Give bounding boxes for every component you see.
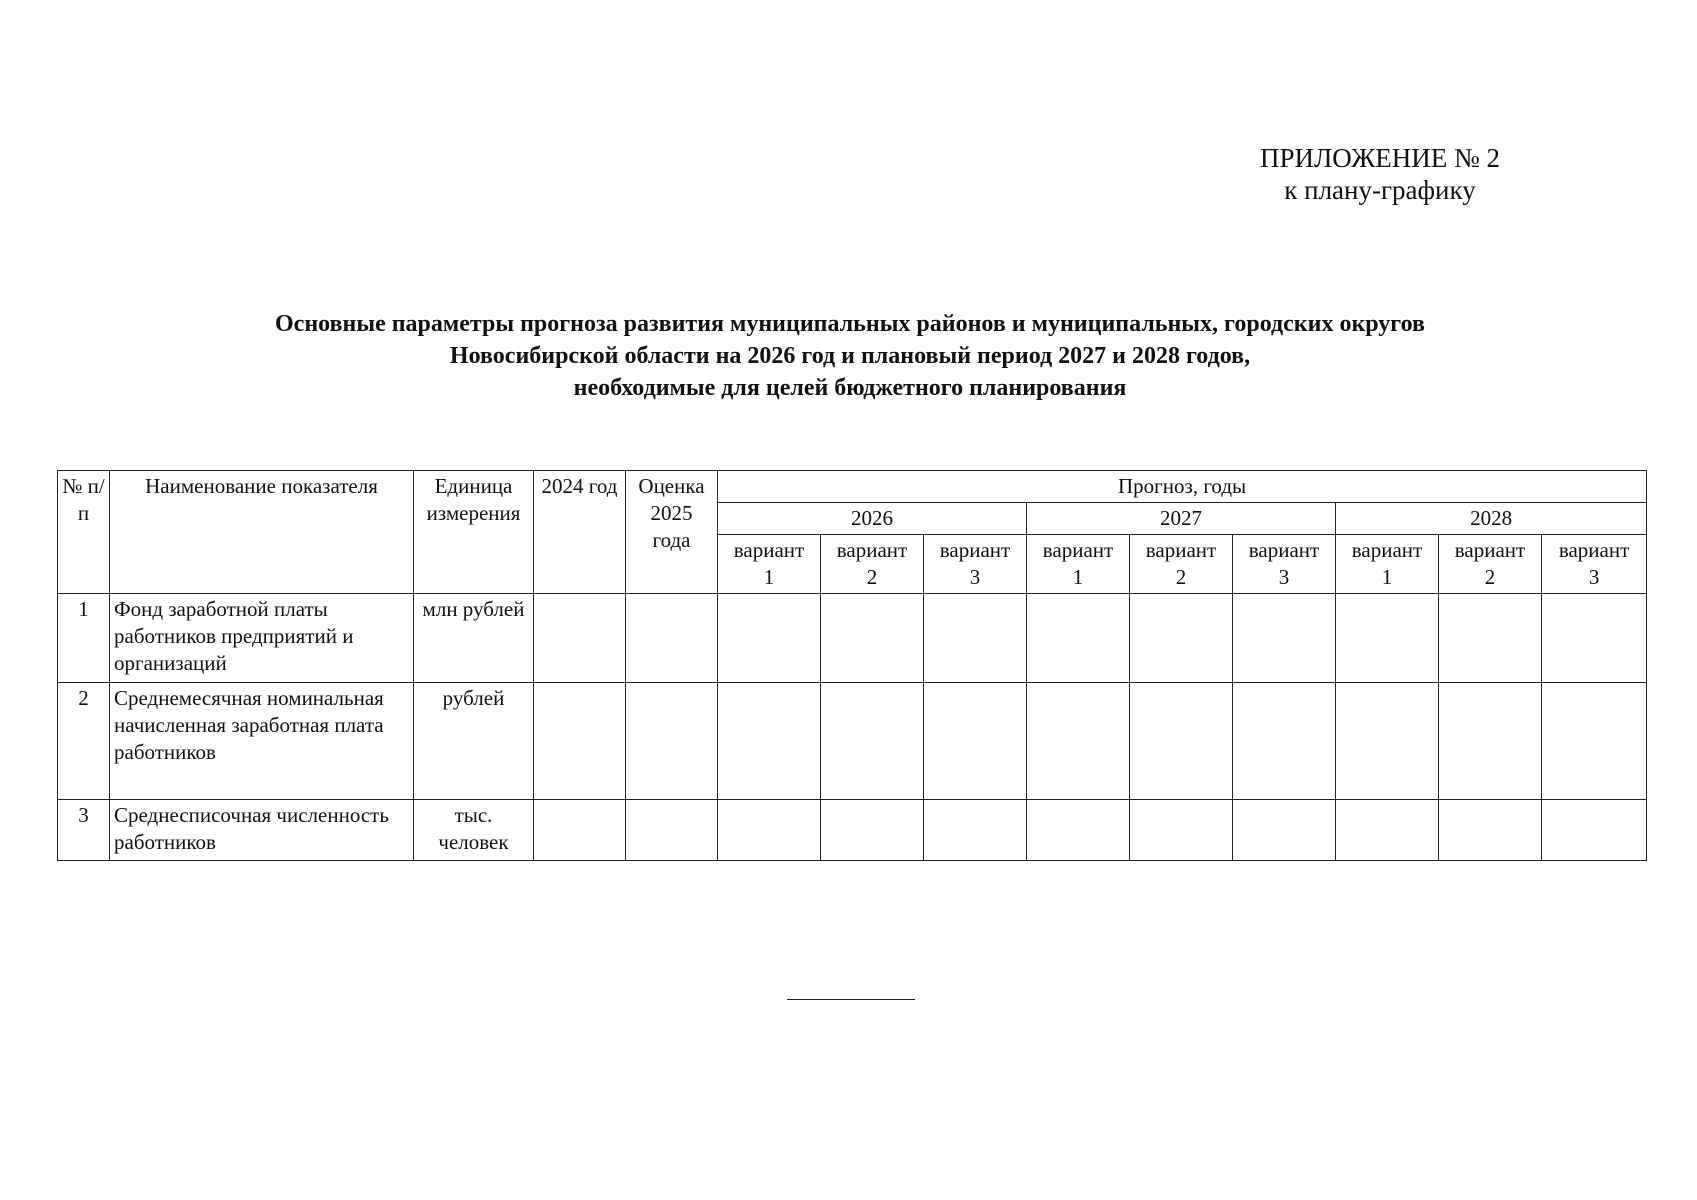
cell-2024	[534, 800, 626, 861]
cell-2027-v1	[1027, 594, 1130, 683]
cell-2024	[534, 594, 626, 683]
cell-estimate-2025	[626, 800, 718, 861]
cell-estimate-2025	[626, 594, 718, 683]
title-line-2: Новосибирской области на 2026 год и плановый период 2027 и 2028 годов,	[449, 343, 1251, 369]
header-2027-variant-1: вариант 1	[1027, 535, 1130, 594]
appendix-reference: к плану-графику	[1284, 175, 1476, 205]
header-year-2028: 2028	[1336, 503, 1647, 535]
cell-2026-v3	[924, 594, 1027, 683]
header-2026-variant-3: вариант 3	[924, 535, 1027, 594]
row-indicator-name: Среднесписочная численность работников	[110, 800, 414, 861]
cell-2026-v3	[924, 683, 1027, 800]
header-indicator-name: Наименование показателя	[110, 471, 414, 594]
cell-2024	[534, 683, 626, 800]
cell-2027-v2	[1130, 683, 1233, 800]
cell-2026-v2	[821, 594, 924, 683]
header-estimate-2025: Оценка 2025 года	[626, 471, 718, 594]
table-row	[58, 594, 1647, 683]
cell-estimate-2025	[626, 683, 718, 800]
end-separator-line	[787, 999, 915, 1000]
header-2028-variant-3: вариант 3	[1542, 535, 1647, 594]
header-forecast: Прогноз, годы	[718, 471, 1647, 503]
row-indicator-name: Фонд заработной платы работников предприятий и организаций	[110, 594, 414, 683]
cell-2027-v1	[1027, 800, 1130, 861]
parameters-table	[57, 470, 1647, 861]
cell-2028-v3	[1542, 683, 1647, 800]
cell-2027-v2	[1130, 800, 1233, 861]
row-number: 3	[58, 800, 110, 861]
cell-2028-v2	[1439, 683, 1542, 800]
title-line-3: необходимые для целей бюджетного планирования	[573, 375, 1127, 401]
row-unit: тыс. человек	[414, 800, 534, 861]
row-unit: млн рублей	[414, 594, 534, 683]
cell-2028-v3	[1542, 594, 1647, 683]
cell-2026-v3	[924, 800, 1027, 861]
cell-2027-v3	[1233, 800, 1336, 861]
header-2028-variant-2: вариант 2	[1439, 535, 1542, 594]
row-number: 1	[58, 594, 110, 683]
header-number: № п/п	[58, 471, 110, 594]
cell-2027-v3	[1233, 683, 1336, 800]
header-unit: Единица измерения	[414, 471, 534, 594]
cell-2026-v1	[718, 683, 821, 800]
appendix-header	[1210, 142, 1550, 206]
cell-2027-v2	[1130, 594, 1233, 683]
cell-2026-v1	[718, 800, 821, 861]
row-indicator-name: Среднемесячная номинальная начисленная заработная плата работников	[110, 683, 414, 800]
table-row	[58, 683, 1647, 800]
title-line-1: Основные параметры прогноза развития муниципальных районов и муниципальных, городских округов	[275, 311, 1425, 337]
header-2026-variant-2: вариант 2	[821, 535, 924, 594]
header-2026-variant-1: вариант 1	[718, 535, 821, 594]
row-number: 2	[58, 683, 110, 800]
header-year-2026: 2026	[718, 503, 1027, 535]
cell-2028-v2	[1439, 800, 1542, 861]
cell-2027-v3	[1233, 594, 1336, 683]
header-2027-variant-2: вариант 2	[1130, 535, 1233, 594]
table-row	[58, 800, 1647, 861]
cell-2026-v1	[718, 594, 821, 683]
cell-2028-v2	[1439, 594, 1542, 683]
cell-2028-v1	[1336, 683, 1439, 800]
row-unit: рублей	[414, 683, 534, 800]
header-2028-variant-1: вариант 1	[1336, 535, 1439, 594]
appendix-number: ПРИЛОЖЕНИЕ № 2	[1259, 143, 1501, 173]
cell-2028-v3	[1542, 800, 1647, 861]
cell-2028-v1	[1336, 594, 1439, 683]
header-year-2027: 2027	[1027, 503, 1336, 535]
header-year-2024: 2024 год	[534, 471, 626, 594]
cell-2026-v2	[821, 683, 924, 800]
header-2027-variant-3: вариант 3	[1233, 535, 1336, 594]
document-title	[60, 308, 1640, 404]
cell-2027-v1	[1027, 683, 1130, 800]
cell-2028-v1	[1336, 800, 1439, 861]
cell-2026-v2	[821, 800, 924, 861]
